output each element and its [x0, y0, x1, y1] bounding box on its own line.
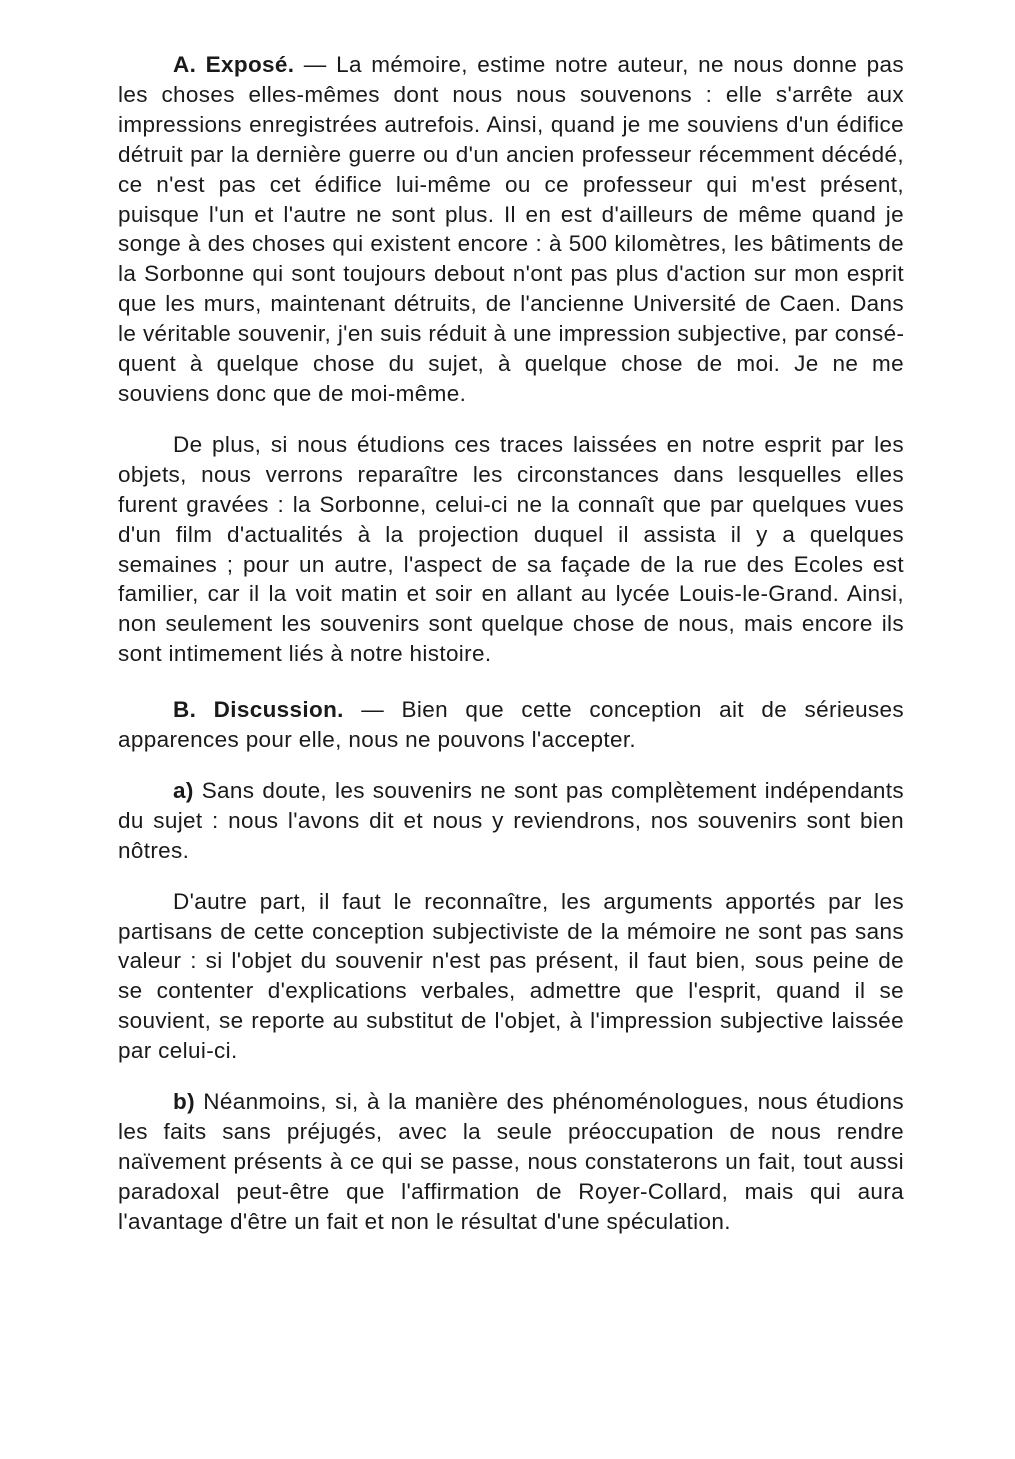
point-b-text: Néanmoins, si, à la manière des phénoménologues, nous étudions les faits sans préjugés, avec la seule préoccupation de nous rendre naïvement présents à ce qui se passe, nous constaterons un fait, tout aussi paradoxal peut-être que l'affirmation de Royer-Collard, mais qui aura l'avantage d'être un fait et non le résultat d'une spéculation.: [118, 1089, 904, 1234]
section-b-paragraph-2: D'autre part, il faut le reconnaître, les arguments apportés par les partisans de cette conception subjectiviste de la mémoire ne sont pas sans valeur : si l'objet du souvenir n'est pas présent, il faut bien, sous peine de se contenter d'explications verbales, admettre que l'esprit, quand il se souvient, se reporte au substitut de l'objet, à l'impression subjective laissée par celui-ci.: [118, 888, 904, 1064]
section-b-intro-text: — Bien que cette conception ait de sérieuses apparences pour elle, nous ne pouvons l'accepter.: [118, 697, 904, 753]
point-a-text: Sans doute, les souvenirs ne sont pas complètement indépendants du sujet : nous l'avons dit et nous y reviendrons, nos souvenirs sont bien nôtres.: [118, 777, 904, 863]
section-a-heading: A. Exposé.: [173, 52, 295, 77]
point-a-label: a): [173, 777, 194, 803]
point-b-label: b): [173, 1089, 195, 1115]
point-b-paragraph: [118, 1087, 904, 1237]
section-a-paragraph-1: [118, 50, 904, 409]
section-b-heading: B. Discussion.: [173, 697, 344, 723]
document-page: [118, 50, 904, 1237]
section-a-paragraph-2: De plus, si nous étudions ces traces laissées en notre esprit par les objets, nous verrons reparaître les circonstances dans lesquelles elles furent gravées : la Sorbonne, celui-ci ne la connaît que par quelques vues d'un film d'actualités à la projection duquel il assista il y a quelques semaines ; pour un autre, l'aspect de sa façade de la rue des Ecoles est familier, car il la voit matin et soir en allant au lycée Louis-le-Grand. Ainsi, non seulement les souvenirs sont quelque chose de nous, mais encore ils sont intimement liés à notre histoire.: [118, 431, 904, 667]
section-a-paragraph-1-text: — La mémoire, estime notre auteur, ne nous donne pas les choses elles-mêmes dont nous nous souvenons : elle s'arrête aux impressions enregistrées autrefois. Ainsi, quand je me souviens d'un édifice détruit par la dernière guerre ou d'un ancien professeur récemment décédé, ce n'est pas cet édifice lui-même ou ce professeur qui m'est présent, puisque l'un et l'autre ne sont plus. Il en est d'ailleurs de même quand je songe à des choses qui existent encore : à 500 kilomètres, les bâtiments de la Sorbonne qui sont toujours debout n'ont pas plus d'action sur mon esprit que les murs, maintenant détruits, de l'ancienne Université de Caen. Dans le véritable souvenir, j'en suis réduit à une impression subjective, par conséquent à quelque chose du sujet, à quelque chose de moi. Je ne me souviens donc que de moi-même.: [118, 52, 904, 406]
section-b-intro: [118, 695, 904, 755]
point-a-paragraph: [118, 776, 904, 866]
